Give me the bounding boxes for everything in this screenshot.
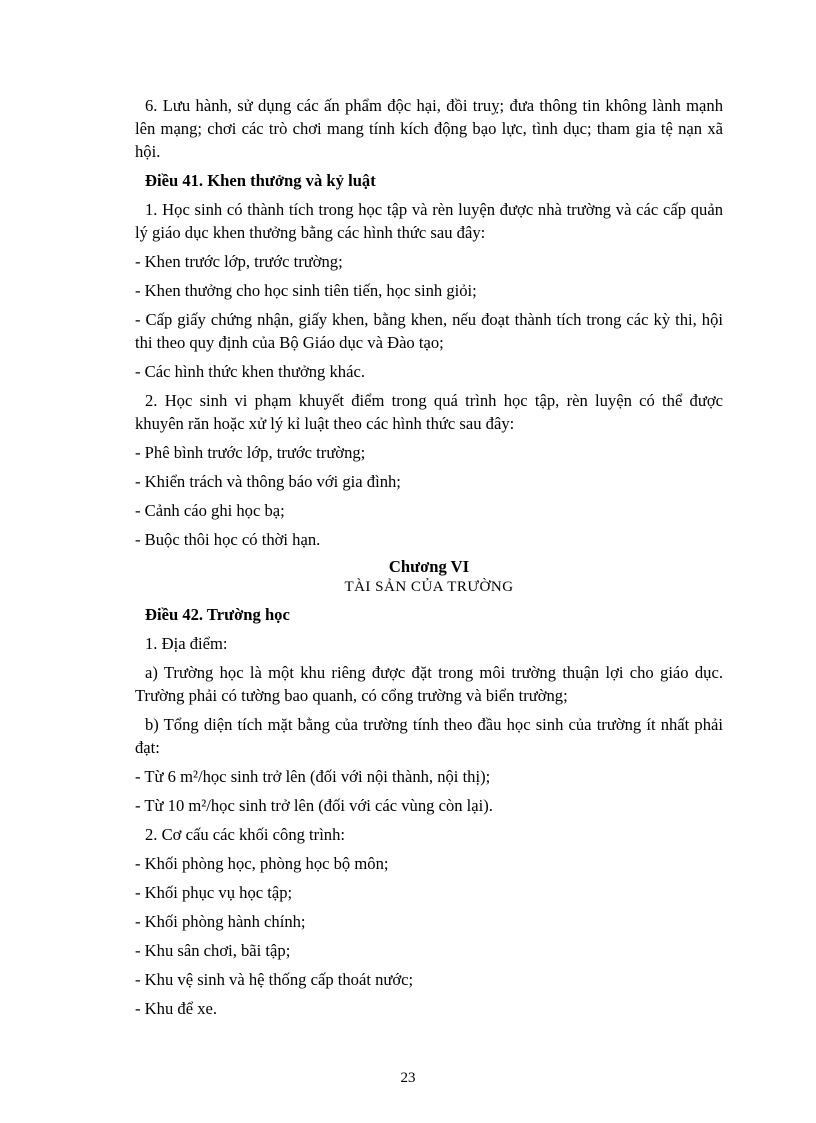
paragraph: 2. Học sinh vi phạm khuyết điểm trong quá trình học tập, rèn luyện có thể được khuyên răn hoặc xử lý kỉ luật theo các hình thức sau đây: xyxy=(135,391,723,433)
page-number: 23 xyxy=(400,1070,416,1086)
article-heading: Điều 42. Trường học xyxy=(145,605,290,624)
list-item: - Khối phòng học, phòng học bộ môn; xyxy=(135,854,389,873)
list-item: - Phê bình trước lớp, trước trường; xyxy=(135,443,366,462)
article-heading: Điều 41. Khen thưởng và kỷ luật xyxy=(145,171,376,190)
document-body xyxy=(135,94,723,1026)
list-item: - Các hình thức khen thưởng khác. xyxy=(135,362,365,381)
list-item: - Khiển trách và thông báo với gia đình; xyxy=(135,472,401,491)
chapter-title: Chương VI xyxy=(388,557,470,576)
paragraph: 6. Lưu hành, sử dụng các ấn phẩm độc hại, đồi truỵ; đưa thông tin không lành mạnh lên mạng; chơi các trò chơi mang tính kích động bạo lực, tình dục; tham gia tệ nạn xã hội. xyxy=(135,96,723,161)
paragraph: 1. Học sinh có thành tích trong học tập và rèn luyện được nhà trường và các cấp quản lý giáo dục khen thưởng bằng các hình thức sau đây: xyxy=(135,200,723,242)
list-item: - Từ 10 m²/học sinh trở lên (đối với các vùng còn lại). xyxy=(135,796,493,815)
paragraph: 2. Cơ cấu các khối công trình: xyxy=(145,825,346,844)
paragraph: b) Tổng diện tích mặt bằng của trường tính theo đầu học sinh của trường ít nhất phải đạt: xyxy=(135,715,723,757)
paragraph: 1. Địa điểm: xyxy=(145,634,228,653)
list-item: - Khu vệ sinh và hệ thống cấp thoát nước; xyxy=(135,970,414,989)
paragraph: a) Trường học là một khu riêng được đặt trong môi trường thuận lợi cho giáo dục. Trường phải có tường bao quanh, có cổng trường và biển trường; xyxy=(135,663,723,705)
list-item: - Khu sân chơi, bãi tập; xyxy=(135,941,291,960)
list-item: - Cảnh cáo ghi học bạ; xyxy=(135,501,285,520)
list-item: - Buộc thôi học có thời hạn. xyxy=(135,530,321,549)
list-item: - Khối phục vụ học tập; xyxy=(135,883,293,902)
chapter-subtitle: TÀI SẢN CỦA TRƯỜNG xyxy=(344,579,514,595)
list-item: - Từ 6 m²/học sinh trở lên (đối với nội thành, nội thị); xyxy=(135,767,491,786)
list-item: - Khen thưởng cho học sinh tiên tiến, học sinh giỏi; xyxy=(135,281,477,300)
list-item: - Cấp giấy chứng nhận, giấy khen, bằng khen, nếu đoạt thành tích trong các kỳ thi, hội thi theo quy định của Bộ Giáo dục và Đào tạo; xyxy=(135,310,723,352)
list-item: - Khen trước lớp, trước trường; xyxy=(135,252,343,271)
list-item: - Khối phòng hành chính; xyxy=(135,912,306,931)
list-item: - Khu để xe. xyxy=(135,999,218,1018)
